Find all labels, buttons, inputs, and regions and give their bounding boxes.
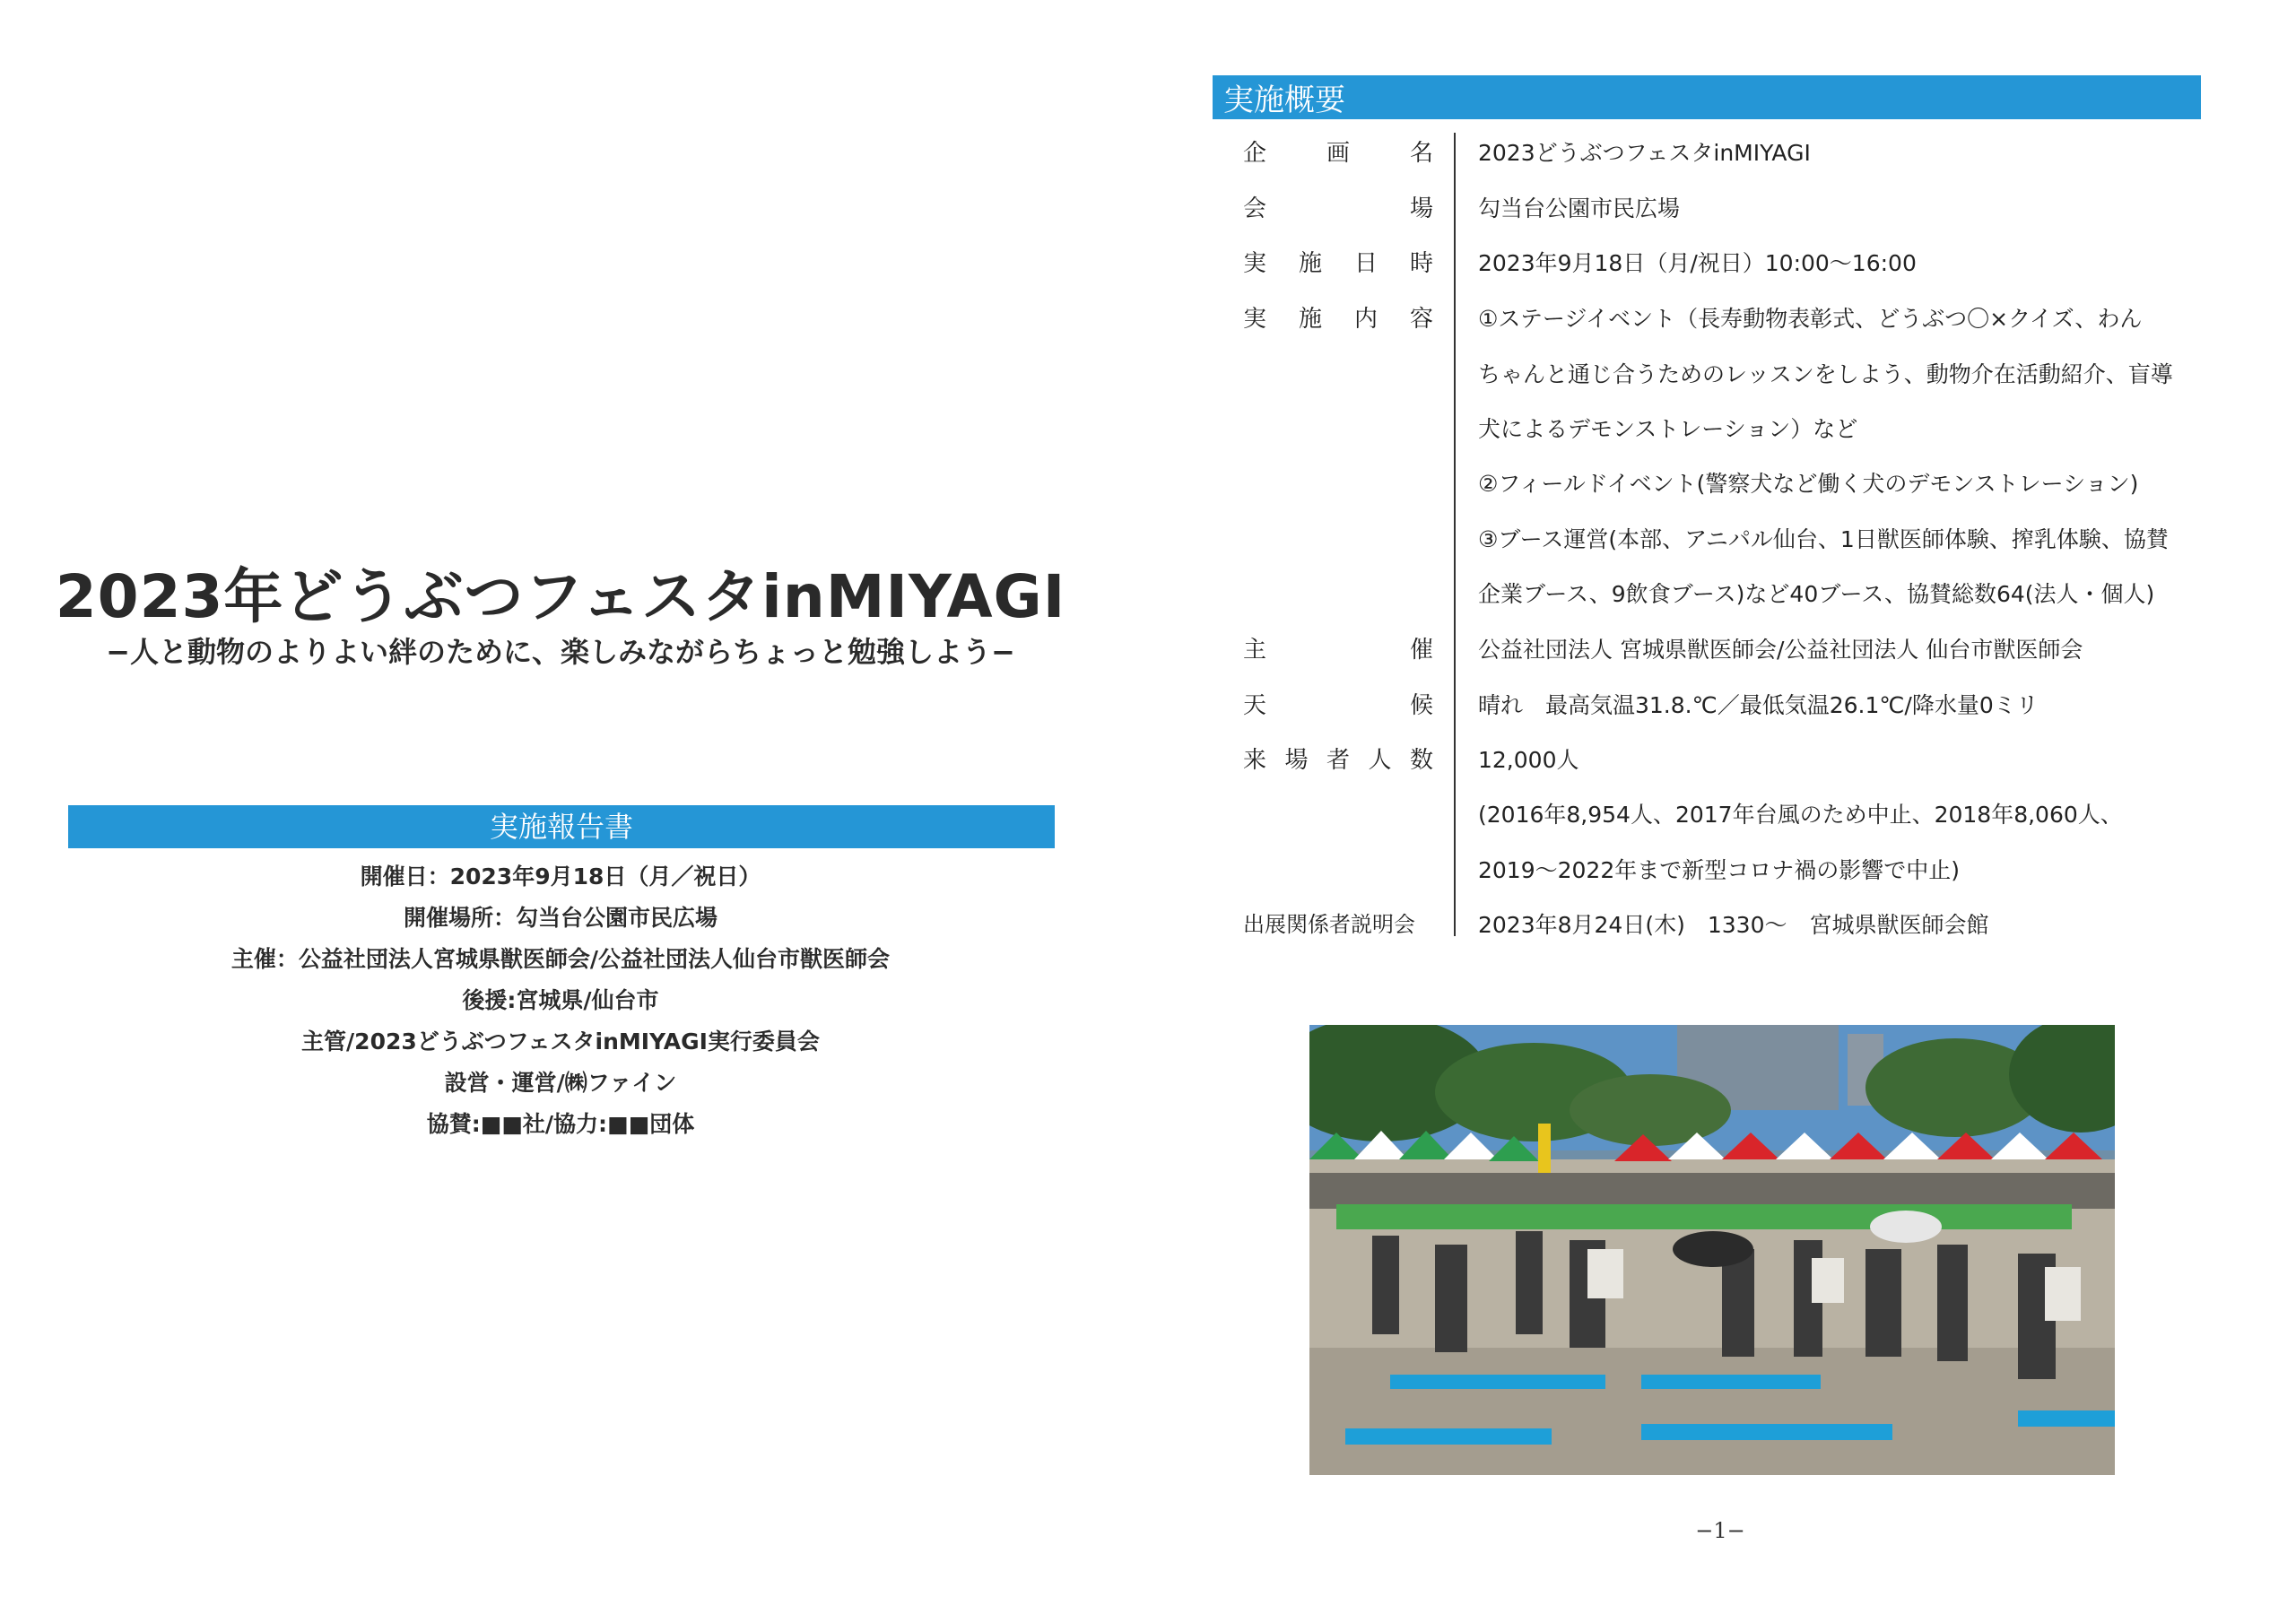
label-venue: 会 場	[1243, 195, 1433, 222]
info-support: 後援:宮城県/仙台市	[462, 987, 659, 1013]
value-attendance-note: (2016年8,954人、2017年台風のため中止、2018年8,060人、	[1478, 802, 2123, 828]
label-project-name: 企 画 名	[1243, 140, 1433, 167]
event-photo	[1309, 1025, 2115, 1475]
event-photo-illustration	[1309, 1025, 2115, 1475]
report-heading: 実施報告書	[489, 810, 633, 844]
value-attendance-note: 2019～2022年まで新型コロナ禍の影響で中止)	[1478, 857, 1961, 883]
value-content-line: ①ステージイベント（長寿動物表彰式、どうぶつ〇×クイズ、わん	[1478, 306, 2143, 332]
value-exhibitor-briefing: 2023年8月24日(木) 1330～ 宮城県獣医師会館	[1478, 912, 1989, 938]
info-organizer: 主催：公益社団法人宮城県獣医師会/公益社団法人仙台市獣医師会	[230, 946, 891, 972]
value-content-line: 犬によるデモンストレーション）など	[1478, 416, 1858, 442]
info-management: 主管/2023どうぶつフェスタinMIYAGI実行委員会	[301, 1028, 820, 1055]
value-organizer: 公益社団法人 宮城県獣医師会/公益社団法人 仙台市獣医師会	[1478, 637, 2083, 663]
value-attendance: 12,000人	[1478, 747, 1579, 773]
summary-heading-bar	[1213, 75, 2201, 119]
label-weather: 天 候	[1243, 692, 1433, 719]
report-title: 2023年どうぶつフェスタinMIYAGI	[55, 562, 1066, 631]
label-organizer: 主 催	[1243, 637, 1433, 664]
label-date-time: 実 施 日 時	[1243, 250, 1433, 277]
label-exhibitor-briefing: 出展関係者説明会	[1243, 912, 1415, 937]
label-content: 実 施 内 容	[1243, 306, 1433, 333]
info-sponsor: 協賛:■■社/協力:■■団体	[426, 1111, 695, 1137]
info-operation: 設営・運営/㈱ファイン	[444, 1070, 677, 1096]
table-divider	[1454, 133, 1456, 936]
value-content-line: 企業ブース、9飲食ブース)など40ブース、協賛総数64(法人・個人)	[1478, 581, 2155, 607]
page-number: −1−	[1695, 1518, 1745, 1543]
label-attendance: 来 場 者 人 数	[1243, 747, 1433, 774]
info-date: 開催日：2023年9月18日（月／祝日）	[360, 864, 761, 890]
value-content-line: ③ブース運営(本部、アニパル仙台、1日獣医師体験、搾乳体験、協賛	[1478, 526, 2169, 552]
value-venue: 勾当台公園市民広場	[1478, 195, 1681, 221]
value-date-time: 2023年9月18日（月/祝日）10:00～16:00	[1478, 250, 1917, 276]
report-subtitle: −人と動物のよりよい絆のために、楽しみながらちょっと勉強しよう−	[106, 635, 1015, 669]
value-content-line: ちゃんと通じ合うためのレッスンをしよう、動物介在活動紹介、盲導	[1478, 361, 2173, 387]
summary-heading: 実施概要	[1223, 82, 1345, 118]
value-weather: 晴れ 最高気温31.8.℃／最低気温26.1℃/降水量0ミリ	[1478, 692, 2039, 718]
value-project-name: 2023どうぶつフェスタinMIYAGI	[1478, 140, 1811, 166]
info-venue: 開催場所：勾当台公園市民広場	[403, 905, 718, 931]
value-content-line: ②フィールドイベント(警察犬など働く犬のデモンストレーション)	[1478, 471, 2139, 497]
